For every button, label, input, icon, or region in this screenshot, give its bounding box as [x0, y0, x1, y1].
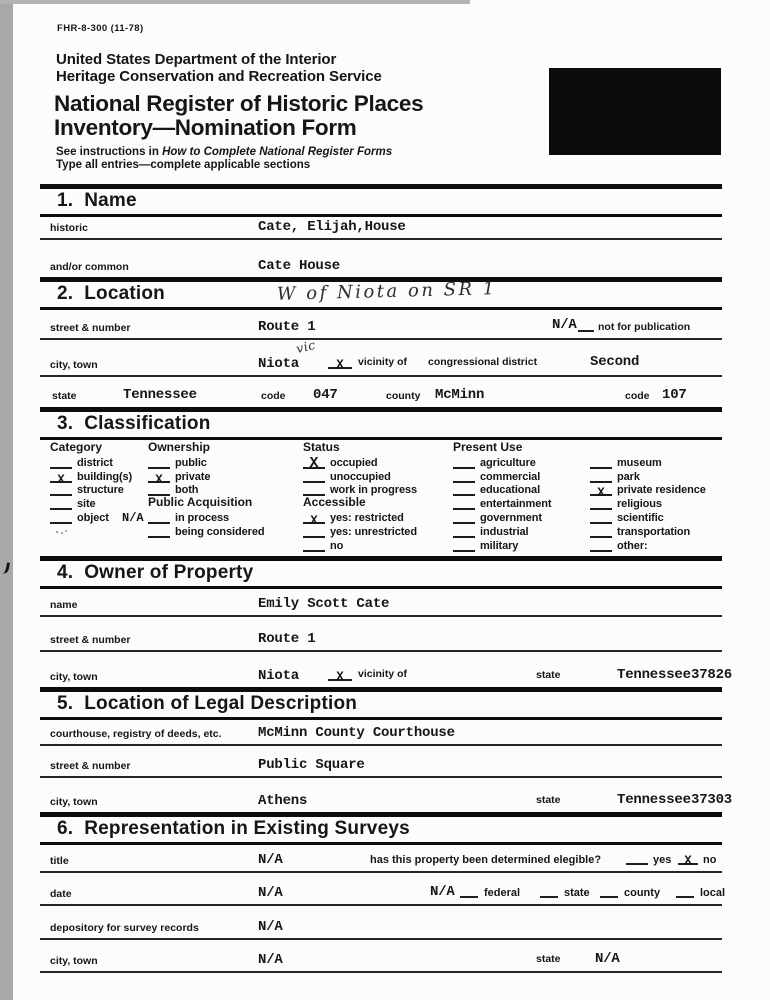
state-label: state: [52, 390, 77, 402]
checkbox-blank: [50, 470, 72, 487]
checkbox-structure: structure: [50, 483, 132, 497]
checkbox-park: park: [590, 469, 706, 483]
check-mark: X: [310, 514, 318, 529]
check-mark: X: [684, 854, 692, 868]
state-value: Tennessee: [617, 667, 691, 683]
checkbox-buildings: X building(s): [50, 469, 132, 483]
checkbox-blank: [453, 456, 475, 469]
category-column: [50, 441, 132, 524]
checkbox-in-process: N/A in process: [122, 511, 230, 526]
checkbox-transportation: transportation: [590, 524, 706, 538]
present-use-right-column: [590, 441, 706, 552]
spacer: [590, 441, 706, 455]
state-label: state: [536, 794, 561, 806]
state-level-label: state: [564, 887, 590, 899]
yes-label: yes: [653, 854, 672, 866]
city-value: Athens: [258, 793, 308, 809]
row-courthouse: [40, 720, 722, 746]
depository-label: depository for survey records: [50, 922, 199, 934]
na-prefix: N/A: [122, 511, 144, 526]
checkbox-blank: [303, 525, 325, 538]
state-value: N/A: [595, 951, 620, 967]
title-value: N/A: [258, 852, 283, 868]
row-survey-title: [40, 845, 722, 873]
handwritten-vic-note: vic: [294, 336, 318, 357]
checkbox-government: government: [453, 510, 551, 524]
street-value: Route 1: [258, 631, 316, 647]
city-label: city, town: [50, 671, 98, 683]
instructions-prefix: See instructions in: [56, 146, 163, 158]
local-label: local: [700, 887, 726, 899]
classification-grid: [0, 441, 770, 555]
courthouse-value: McMinn County Courthouse: [258, 725, 455, 741]
row-state-location: [40, 377, 722, 407]
no-label: no: [703, 854, 717, 866]
status-header: Status: [303, 440, 340, 454]
street-label: street & number: [50, 634, 131, 646]
checkbox-object: object: [50, 510, 132, 524]
checkbox-blank: [453, 497, 475, 510]
row-historic: [40, 217, 722, 240]
department-line: United States Department of the Interior: [56, 51, 337, 68]
checkbox-blank: [453, 525, 475, 538]
checkbox-blank: [148, 511, 170, 524]
checkbox-blank: [590, 456, 612, 469]
check-mark: X: [336, 670, 344, 684]
checkbox-public: public: [148, 455, 264, 469]
public-acquisition-header: Public Acquisition: [148, 495, 253, 510]
checkbox-religious: religious: [590, 496, 706, 510]
blank-line: [578, 330, 594, 332]
street-value: Public Square: [258, 757, 365, 773]
section-6-title: 6. Representation in Existing Surveys: [57, 818, 410, 839]
checkbox-blank: [303, 539, 325, 552]
checkbox-scientific: scientific: [590, 510, 706, 524]
state-label: state: [536, 953, 561, 965]
title-label: title: [50, 855, 69, 867]
local-checkbox: [676, 884, 694, 898]
checkbox-occupied: X occupied: [303, 455, 417, 469]
historic-label: historic: [50, 222, 88, 234]
street-value: Route 1: [258, 319, 316, 335]
state-code-value: 047: [313, 387, 338, 403]
checkbox-agriculture: agriculture: [453, 455, 551, 469]
handwritten-location-note: W of Niota on SR 1: [276, 278, 497, 305]
checkbox-blank: [590, 470, 612, 483]
county-label: county: [386, 390, 421, 402]
row-survey-date: [40, 873, 726, 906]
check-mark: X: [309, 454, 319, 472]
row-survey-city: [40, 940, 722, 973]
status-column: [303, 441, 417, 552]
state-value: Tennessee: [123, 387, 197, 403]
form-title-line2: Inventory—Nomination Form: [54, 115, 357, 140]
section-4-heading-bar: [40, 556, 722, 589]
section-1-heading-bar: [40, 184, 722, 217]
section-3-title: 3. Classification: [57, 413, 211, 434]
checkbox-no: no: [303, 538, 417, 552]
federal-label: federal: [484, 887, 521, 899]
checkbox-museum: museum: [590, 455, 706, 469]
not-for-publication-na: N/A: [552, 317, 577, 333]
not-for-publication-label: not for publication: [598, 321, 691, 333]
congressional-district-value: Second: [590, 354, 640, 370]
vicinity-checkbox: [328, 355, 352, 372]
city-value: N/A: [258, 952, 283, 968]
row-legal-street: [40, 746, 722, 778]
city-label: city, town: [50, 796, 98, 808]
state-value: Tennessee: [617, 792, 691, 808]
checkbox-blank: [148, 525, 170, 538]
city-label: city, town: [50, 955, 98, 967]
section-5-title: 5. Location of Legal Description: [57, 693, 358, 714]
service-line: Heritage Conservation and Recreation Service: [56, 68, 382, 85]
instructions-line1: [56, 146, 392, 158]
present-use-header: Present Use: [453, 440, 523, 454]
checkbox-blank: [50, 511, 72, 524]
courthouse-label: courthouse, registry of deeds, etc.: [50, 728, 222, 740]
row-city-location: [40, 340, 722, 377]
depository-value: N/A: [258, 919, 283, 935]
congressional-district-label: congressional district: [428, 356, 538, 368]
level-na: N/A: [430, 884, 455, 900]
row-owner-street: [40, 617, 722, 652]
checkbox-commercial: commercial: [453, 469, 551, 483]
street-label: street & number: [50, 760, 131, 772]
checkbox-blank: [148, 470, 170, 487]
checkbox-district: district: [50, 455, 132, 469]
scan-edge-top: [0, 0, 470, 4]
name-label: name: [50, 599, 78, 611]
section-2-title: 2. Location: [57, 283, 165, 304]
row-owner-name: [40, 589, 722, 617]
no-checkbox: [678, 851, 698, 868]
checkbox-blank: [303, 454, 325, 472]
row-common: [40, 242, 722, 277]
city-value: Niota: [258, 668, 300, 684]
checkbox-blank: [453, 483, 475, 496]
ownership-column: [122, 440, 265, 538]
check-mark: X: [155, 472, 163, 487]
state-label: state: [536, 669, 561, 681]
scan-artifact: [56, 531, 58, 533]
county-value: McMinn: [435, 387, 485, 403]
checkbox-other: other:: [590, 538, 706, 552]
row-street-location: [40, 310, 722, 340]
street-label: street & number: [50, 322, 131, 334]
checkbox-blank: [590, 497, 612, 510]
checkbox-educational: educational: [453, 483, 551, 497]
checkbox-blank: [590, 511, 612, 524]
category-header: Category: [50, 440, 103, 454]
checkbox-blank: [590, 525, 612, 538]
checkbox-yes-unrestricted: yes: unrestricted: [303, 524, 417, 538]
checkbox-blank: [453, 539, 475, 552]
check-mark: X: [336, 358, 344, 372]
vicinity-label: vicinity of: [358, 356, 408, 368]
row-owner-city: [40, 652, 733, 687]
city-label: city, town: [50, 359, 98, 371]
checkbox-blank: [303, 511, 325, 529]
checkbox-work-in-progress: work in progress: [303, 483, 417, 497]
instructions-booktitle: How to Complete National Register Forms: [162, 146, 393, 158]
checkbox-blank: [50, 483, 72, 496]
checkbox-yes-restricted: X yes: restricted: [303, 510, 417, 524]
section-4-title: 4. Owner of Property: [57, 562, 254, 583]
checkbox-blank: [453, 511, 475, 524]
checkbox-entertainment: entertainment: [453, 496, 551, 510]
county-checkbox: [600, 884, 618, 898]
city-value: Niota: [258, 356, 300, 372]
check-mark: X: [597, 486, 605, 501]
checkbox-blank: [50, 497, 72, 510]
checkbox-blank: [590, 539, 612, 552]
row-depository: [40, 906, 722, 940]
checkbox-unoccupied: unoccupied: [303, 469, 417, 483]
checkbox-blank: [590, 483, 612, 501]
state-checkbox: [540, 884, 558, 898]
historic-value: Cate, Elijah,House: [258, 219, 406, 235]
form-title-line1: National Register of Historic Places: [54, 91, 424, 116]
eligible-question: has this property been determined elegible?: [370, 854, 602, 866]
date-label: date: [50, 888, 72, 900]
federal-checkbox: [460, 884, 478, 898]
section-6-heading-bar: [40, 812, 722, 845]
checkbox-site: site: [50, 496, 132, 510]
ownership-header: Ownership: [148, 440, 211, 454]
checkbox-being-considered: being considered: [148, 524, 264, 538]
checkbox-military: military: [453, 538, 551, 552]
checkbox-blank: [453, 470, 475, 483]
instructions-line2: Type all entries—complete applicable sections: [56, 159, 311, 171]
state-code-label: code: [261, 390, 286, 402]
common-value: Cate House: [258, 258, 341, 274]
date-value: N/A: [258, 885, 283, 901]
section-1-title: 1. Name: [57, 190, 137, 211]
county-code-label: code: [625, 390, 650, 402]
vicinity-checkbox: [328, 667, 352, 684]
checkbox-private: X private: [148, 469, 264, 483]
checkbox-blank: [148, 456, 170, 469]
checkbox-both: both: [148, 483, 264, 497]
form-number: FHR-8-300 (11-78): [57, 23, 144, 34]
check-mark: X: [57, 472, 65, 487]
vicinity-label: vicinity of: [358, 668, 408, 680]
row-legal-city: [40, 778, 733, 812]
name-value: Emily Scott Cate: [258, 596, 390, 612]
zip-value: 37826: [691, 667, 733, 683]
checkbox-private-residence: X private residence: [590, 483, 706, 497]
county-code-value: 107: [662, 387, 687, 403]
yes-checkbox: [626, 851, 648, 865]
common-label: and/or common: [50, 261, 129, 273]
checkbox-industrial: industrial: [453, 524, 551, 538]
section-5-heading-bar: [40, 687, 722, 720]
section-3-heading-bar: [40, 407, 722, 440]
zip-value: 37303: [691, 792, 733, 808]
present-use-left-column: [453, 441, 551, 552]
accessible-header: Accessible: [303, 495, 366, 510]
county-level-label: county: [624, 887, 661, 899]
redacted-stamp-area: [549, 68, 721, 155]
checkbox-blank: [50, 456, 72, 469]
